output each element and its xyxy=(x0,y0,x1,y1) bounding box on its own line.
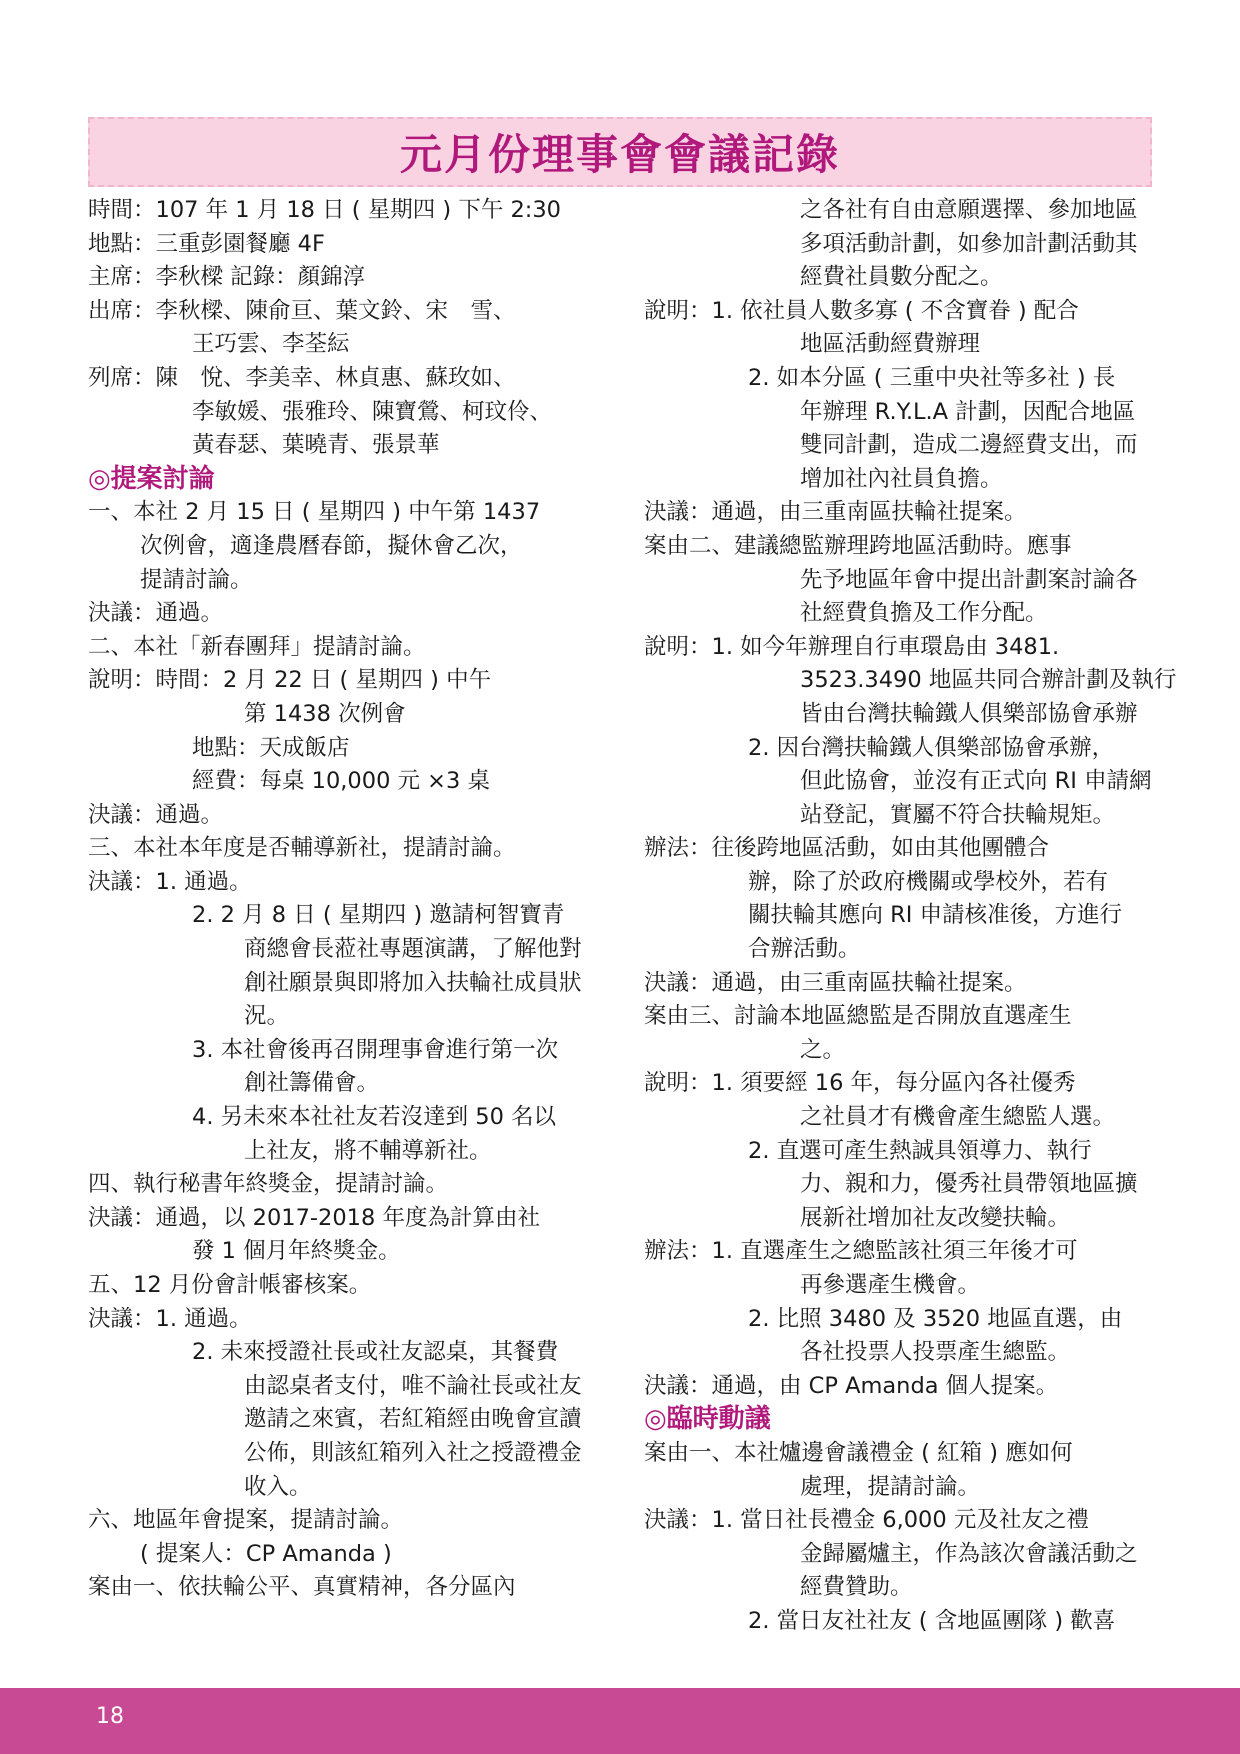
text-line: 3523.3490 地區共同合辦計劃及執行 xyxy=(800,667,1177,694)
text-line: 說明：1. 依社員人數多寡 ( 不含寶眷 ) 配合 xyxy=(644,297,1079,324)
text-line: 決議：1. 通過。 xyxy=(88,1305,252,1332)
text-line: 增加社內社員負擔。 xyxy=(800,465,1003,492)
page-title: 元月份理事會會議記錄 xyxy=(399,130,840,179)
text-line: 關扶輪其應向 RI 申請核准後，方進行 xyxy=(748,902,1123,929)
text-line: 雙同計劃，造成二邊經費支出，而 xyxy=(800,432,1138,459)
text-line: 3. 本社會後再召開理事會進行第一次 xyxy=(192,1036,559,1063)
section-heading: ◎臨時動議 xyxy=(644,1404,771,1435)
text-line: 商總會長蒞社專題演講，了解他對 xyxy=(244,936,582,963)
text-line: 經費贊助。 xyxy=(800,1574,913,1601)
text-line: 六、地區年會提案，提請討論。 xyxy=(88,1507,404,1534)
text-line: 說明：時間：2 月 22 日 ( 星期四 ) 中午 xyxy=(88,667,492,694)
text-line: 2. 因台灣扶輪鐵人俱樂部協會承辦， xyxy=(748,734,1115,761)
text-line: 王巧雲、李荃紜 xyxy=(192,331,350,358)
text-line: 金歸屬爐主，作為該次會議活動之 xyxy=(800,1540,1138,1567)
text-line: 皆由台灣扶輪鐵人俱樂部協會承辦 xyxy=(800,700,1138,727)
text-line: 2. 直選可產生熱誠具領導力、執行 xyxy=(748,1137,1092,1164)
text-line: 收入。 xyxy=(244,1473,312,1500)
text-line: 次例會，適逢農曆春節，擬休會乙次， xyxy=(140,532,523,559)
text-line: 之各社有自由意願選擇、參加地區 xyxy=(800,197,1138,223)
text-line: 創社願景與即將加入扶輪社成員狀 xyxy=(244,969,582,996)
text-line: 決議：1. 通過。 xyxy=(88,868,252,895)
text-line: 經費：每桌 10,000 元 ×3 桌 xyxy=(192,768,491,795)
text-line: 由認桌者支付，唯不論社長或社友 xyxy=(244,1372,582,1399)
text-line: ( 提案人：CP Amanda ) xyxy=(140,1540,392,1567)
text-line: 2. 當日友社社友 ( 含地區團隊 ) 歡喜 xyxy=(748,1607,1116,1634)
text-line: 地點：天成飯店 xyxy=(192,734,350,761)
text-line: 處理，提請討論。 xyxy=(800,1473,981,1500)
text-line: 李敏媛、張雅玲、陳寶鶯、柯玟伶、 xyxy=(192,398,553,425)
text-line: 展新社增加社友改變扶輪。 xyxy=(800,1204,1071,1231)
text-line: 辦法：往後跨地區活動，如由其他團體合 xyxy=(644,835,1050,862)
footer-bar xyxy=(0,1688,1240,1754)
text-line: 三、本社本年度是否輔導新社，提請討論。 xyxy=(88,835,516,862)
text-line: 說明：1. 如今年辦理自行車環島由 3481. xyxy=(644,633,1060,660)
text-line: 2. 未來授證社長或社友認桌，其餐費 xyxy=(192,1339,559,1366)
text-line: 第 1438 次例會 xyxy=(244,700,406,727)
text-line: 上社友，將不輔導新社。 xyxy=(244,1137,492,1164)
section-heading: ◎提案討論 xyxy=(88,463,215,494)
text-line: 各社投票人投票產生總監。 xyxy=(800,1339,1071,1366)
text-line: 公佈，則該紅箱列入社之授證禮金 xyxy=(244,1439,582,1466)
text-line: 決議：通過。 xyxy=(88,600,224,627)
text-line: 4. 另未來本社社友若沒達到 50 名以 xyxy=(192,1104,557,1131)
text-line: 辦法：1. 直選產生之總監該社須三年後才可 xyxy=(644,1238,1078,1265)
text-line: 邀請之來賓，若紅箱經由晚會宣讀 xyxy=(244,1406,582,1433)
text-line: 2. 比照 3480 及 3520 地區直選，由 xyxy=(748,1305,1123,1332)
text-line: 經費社員數分配之。 xyxy=(800,264,1003,291)
text-line: 案由一、本社爐邊會議禮金 ( 紅箱 ) 應如何 xyxy=(644,1439,1073,1466)
text-line: 案由三、討論本地區總監是否開放直選產生 xyxy=(644,1003,1072,1030)
text-line: 之。 xyxy=(800,1036,846,1063)
page-number: 18 xyxy=(96,1704,124,1729)
text-line: 地區活動經費辦理 xyxy=(800,331,981,358)
text-line: 時間：107 年 1 月 18 日 ( 星期四 ) 下午 2:30 xyxy=(88,197,561,223)
text-line: 合辦活動。 xyxy=(748,936,861,963)
text-line: 列席：陳 悅、李美幸、林貞惠、蘇玫如、 xyxy=(88,364,516,391)
text-line: 況。 xyxy=(244,1003,290,1030)
text-line: 辦，除了於政府機關或學校外，若有 xyxy=(748,868,1109,895)
text-line: 案由一、依扶輪公平、真實精神，各分區內 xyxy=(88,1574,516,1601)
text-line: 年辦理 R.Y.L.A 計劃，因配合地區 xyxy=(800,398,1136,425)
text-line: 但此協會，並沒有正式向 RI 申請網 xyxy=(800,768,1152,795)
text-line: 決議：通過。 xyxy=(88,801,224,828)
text-line: 說明：1. 須要經 16 年，每分區內各社優秀 xyxy=(644,1070,1076,1097)
text-line: 決議：1. 當日社長禮金 6,000 元及社友之禮 xyxy=(644,1507,1089,1534)
text-line: 五、12 月份會計帳審核案。 xyxy=(88,1272,372,1298)
text-line: 先予地區年會中提出計劃案討論各 xyxy=(800,566,1138,593)
text-line: 創社籌備會。 xyxy=(244,1070,380,1097)
text-line: 2. 如本分區 ( 三重中央社等多社 ) 長 xyxy=(748,364,1116,391)
text-line: 四、執行秘書年終獎金，提請討論。 xyxy=(88,1171,449,1198)
right-column xyxy=(644,194,1177,1639)
text-line: 一、本社 2 月 15 日 ( 星期四 ) 中午第 1437 xyxy=(88,499,541,526)
text-line: 案由二、建議總監辦理跨地區活動時。應事 xyxy=(644,532,1072,559)
text-line: 力、親和力，優秀社員帶領地區擴 xyxy=(800,1171,1138,1198)
text-line: 決議：通過，由 CP Amanda 個人提案。 xyxy=(644,1372,1059,1399)
text-line: 黃春瑟、葉曉青、張景華 xyxy=(192,432,440,459)
text-line: 站登記，實屬不符合扶輪規矩。 xyxy=(800,801,1116,828)
text-line: 出席：李秋樑、陳俞亘、葉文鈴、宋 雪、 xyxy=(88,297,516,324)
text-line: 多項活動計劃，如參加計劃活動其 xyxy=(800,230,1138,257)
title-banner xyxy=(88,117,1152,187)
text-line: 發 1 個月年終獎金。 xyxy=(192,1238,401,1265)
text-line: 社經費負擔及工作分配。 xyxy=(800,600,1048,627)
text-line: 主席：李秋樑 記錄：顏錦淳 xyxy=(88,264,366,291)
text-line: 二、本社「新春團拜」提請討論。 xyxy=(88,633,426,660)
text-line: 決議：通過，以 2017-2018 年度為計算由社 xyxy=(88,1204,540,1231)
text-line: 地點：三重彭園餐廳 4F xyxy=(88,230,325,257)
text-line: 決議：通過，由三重南區扶輪社提案。 xyxy=(644,969,1027,996)
text-line: 決議：通過，由三重南區扶輪社提案。 xyxy=(644,499,1027,526)
text-line: 提請討論。 xyxy=(140,566,253,593)
left-column xyxy=(88,194,608,1605)
text-line: 再參選產生機會。 xyxy=(800,1272,981,1298)
text-line: 之社員才有機會產生總監人選。 xyxy=(800,1104,1116,1131)
text-line: 2. 2 月 8 日 ( 星期四 ) 邀請柯智寶青 xyxy=(192,902,565,929)
